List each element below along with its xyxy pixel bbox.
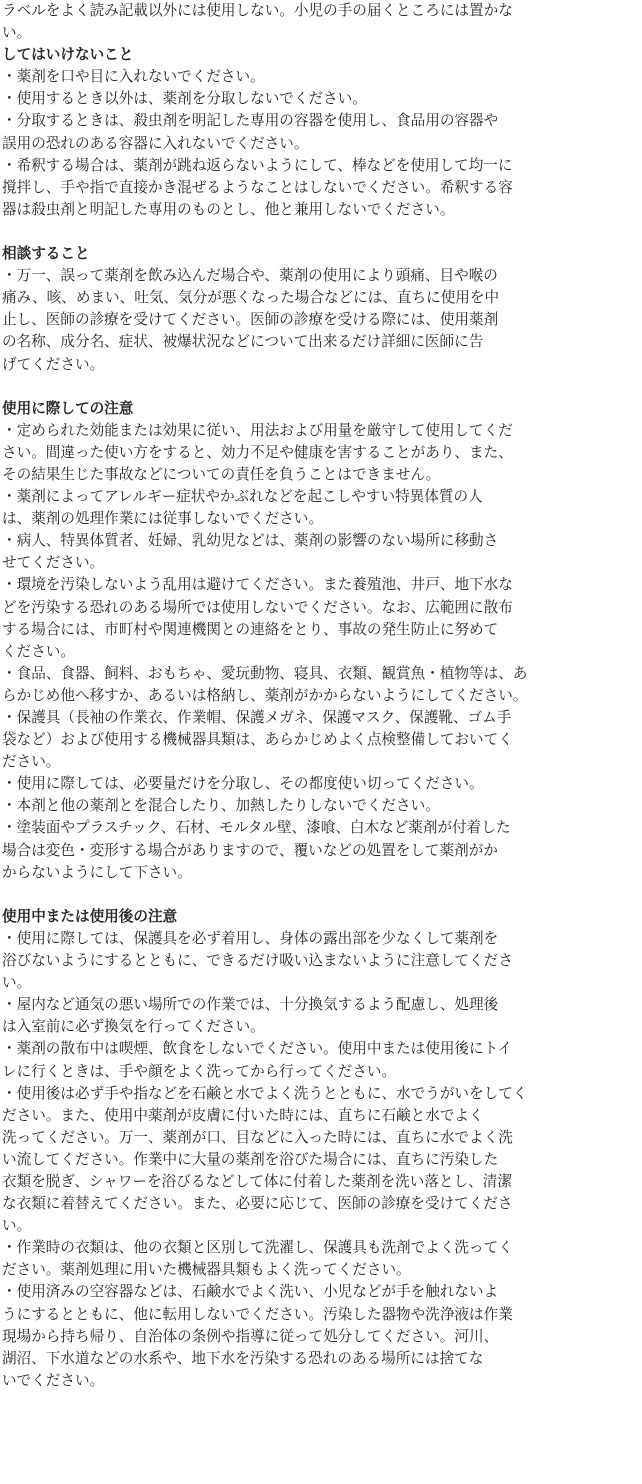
section-line: 湖沼、下水道などの水系や、地下水を汚染する恐れのある場所には捨てな <box>2 1349 484 1367</box>
section-line: ・分取するときは、殺虫剤を明記した専用の容器を使用し、食品用の容器や <box>2 112 499 130</box>
section-title-prohibited: してはいけないこと <box>2 46 134 64</box>
section-line: うにするとともに、他に転用しないでください。汚染した器物や洗浄液は作業 <box>2 1305 513 1323</box>
section-line: せてください。 <box>2 554 105 572</box>
section-line: 止し、医師の診療を受けてください。医師の診療を受ける際には、使用薬剤 <box>2 311 499 329</box>
caution-document <box>2 0 640 1392</box>
section-during-after-use <box>2 906 640 1392</box>
section-line: 袋など）および使用する機械器具類は、あらかじめよく点検整備しておいてく <box>2 731 513 749</box>
section-line: どを汚染する恐れのある場所では使用しないでください。なお、広範囲に散布 <box>2 598 513 616</box>
section-line: ・使用後は必ず手や指などを石鹸と水でよく洗うとともに、水でうがいをしてく <box>2 1084 528 1102</box>
section-line: ・使用するとき以外は、薬剤を分取しないでください。 <box>2 90 367 108</box>
section-line: い流してください。作業中に大量の薬剤を浴びた場合には、直ちに汚染した <box>2 1150 499 1168</box>
section-line: ・作業時の衣類は、他の衣類と区別して洗濯し、保護具も洗剤でよく洗ってく <box>2 1239 513 1257</box>
section-line: ・環境を汚染しないよう乱用は避けてください。また養殖池、井戸、地下水な <box>2 576 513 594</box>
spacer <box>2 221 640 243</box>
section-line: は、薬剤の処理作業には従事しないでください。 <box>2 510 324 528</box>
section-line: ・希釈する場合は、薬剤が跳ね返らないようにして、棒などを使用して均一に <box>2 156 513 174</box>
section-line: ・食品、食器、飼料、おもちゃ、愛玩動物、寝具、衣類、観賞魚・植物等は、あ <box>2 664 528 682</box>
section-line: ・薬剤によってアレルギー症状やかぶれなどを起こしやすい特異体質の人 <box>2 488 483 506</box>
section-line: 洗ってください。万一、薬剤が口、目などに入った時には、直ちに水でよく洗 <box>2 1128 513 1146</box>
section-line: ・塗装面やプラスチック、石材、モルタル壁、漆喰、白木など薬剤が付着した <box>2 819 511 837</box>
section-line: ・薬剤の散布中は喫煙、飲食をしないでください。使用中または使用後にトイ <box>2 1040 513 1058</box>
section-line: い。 <box>2 974 32 992</box>
section-line: ・定められた効能または効果に従い、用法および用量を厳守して使用してくだ <box>2 421 513 439</box>
section-line: ・病人、特異体質者、妊婦、乳幼児などは、薬剤の影響のない場所に移動さ <box>2 532 499 550</box>
section-line: は入室前に必ず換気を行ってください。 <box>2 1018 265 1036</box>
intro-line: い。 <box>2 24 32 42</box>
section-line: さい。間違った使い方をすると、効力不足や健康を害することがあり、また、 <box>2 443 513 461</box>
section-line: げてください。 <box>2 355 105 373</box>
section-line: ・本剤と他の薬剤とを混合したり、加熱したりしないでください。 <box>2 797 440 815</box>
section-line: 浴びないようにするとともに、できるだけ吸い込まないように注意してくださ <box>2 952 513 970</box>
section-line: ・万一、誤って薬剤を飲み込んだ場合や、薬剤の使用により頭痛、目や喉の <box>2 267 498 285</box>
section-line: ださい。 <box>2 753 61 771</box>
section-line: い。 <box>2 1217 32 1235</box>
section-line: ださい。また、使用中薬剤が皮膚に付いた時には、直ちに石鹸と水でよく <box>2 1106 484 1124</box>
section-line: の名称、成分名、症状、被爆状況などについて出来るだけ詳細に医師に告 <box>2 333 484 351</box>
section-line: ・屋内など通気の悪い場所での作業では、十分換気するよう配慮し、処理後 <box>2 996 499 1014</box>
section-line: ・薬剤を口や目に入れないでください。 <box>2 68 265 86</box>
section-line: ・保護具（長袖の作業衣、作業帽、保護メガネ、保護マスク、保護靴、ゴム手 <box>2 709 512 726</box>
section-line: 現場から持ち帰り、自治体の条例や指導に従って処分してください。河川、 <box>2 1327 499 1345</box>
section-line: 誤用の恐れのある容器に入れないでください。 <box>2 134 309 152</box>
section-title-consult: 相談すること <box>2 245 90 263</box>
section-prohibited <box>2 44 640 221</box>
section-line: 衣類を脱ぎ、シャワーを浴びるなどして体に付着した薬剤を洗い落とし、清潔 <box>2 1172 512 1190</box>
section-line: ください。 <box>2 642 75 660</box>
section-line: その結果生じた事故などについての責任を負うことはできません。 <box>2 465 441 483</box>
section-title-usage-precautions: 使用に際しての注意 <box>2 399 134 417</box>
section-title-during-after-use: 使用中または使用後の注意 <box>2 907 178 925</box>
section-line: 場合は変色・変形する場合がありますので、覆いなどの処置をして薬剤がか <box>2 841 498 859</box>
section-line: からないようにして下さい。 <box>2 863 192 881</box>
section-line: ・使用済みの空容器などは、石鹸水でよく洗い、小児などが手を触れないよ <box>2 1283 499 1301</box>
section-line: 痛み、咳、めまい、吐気、気分が悪くなった場合などには、直ちに使用を中 <box>2 289 500 307</box>
section-line: ださい。薬剤処理に用いた機械器具類もよく洗ってください。 <box>2 1261 411 1279</box>
intro-block <box>2 0 640 44</box>
section-line: な衣類に着替えてください。また、必要に応じて、医師の診療を受けてくださ <box>2 1195 513 1213</box>
section-line: らかじめ他へ移すか、あるいは格納し、薬剤がかからないようにしてください。 <box>2 686 528 704</box>
section-consult <box>2 243 640 376</box>
intro-line: ラベルをよく読み記載以外には使用しない。小児の手の届くところには置かな <box>2 2 513 19</box>
section-line: ・使用に際しては、保護具を必ず着用し、身体の露出部を少なくして薬剤を <box>2 929 499 947</box>
section-line: 撹拌し、手や指で直接かき混ぜるようなことはしないでください。希釈する容 <box>2 178 513 196</box>
section-line: ・使用に際しては、必要量だけを分取し、その都度使い切ってください。 <box>2 775 484 793</box>
section-line: 器は殺虫剤と明記した専用のものとし、他と兼用しないでください。 <box>2 200 455 218</box>
section-line: いでください。 <box>2 1371 105 1389</box>
section-line: する場合には、市町村や関連機関との連絡をとり、事故の発生防止に努めて <box>2 620 499 638</box>
spacer <box>2 376 640 398</box>
section-line: レに行くときは、手や顔をよく洗ってから行ってください。 <box>2 1062 397 1080</box>
spacer <box>2 884 640 906</box>
section-usage-precautions <box>2 398 640 884</box>
